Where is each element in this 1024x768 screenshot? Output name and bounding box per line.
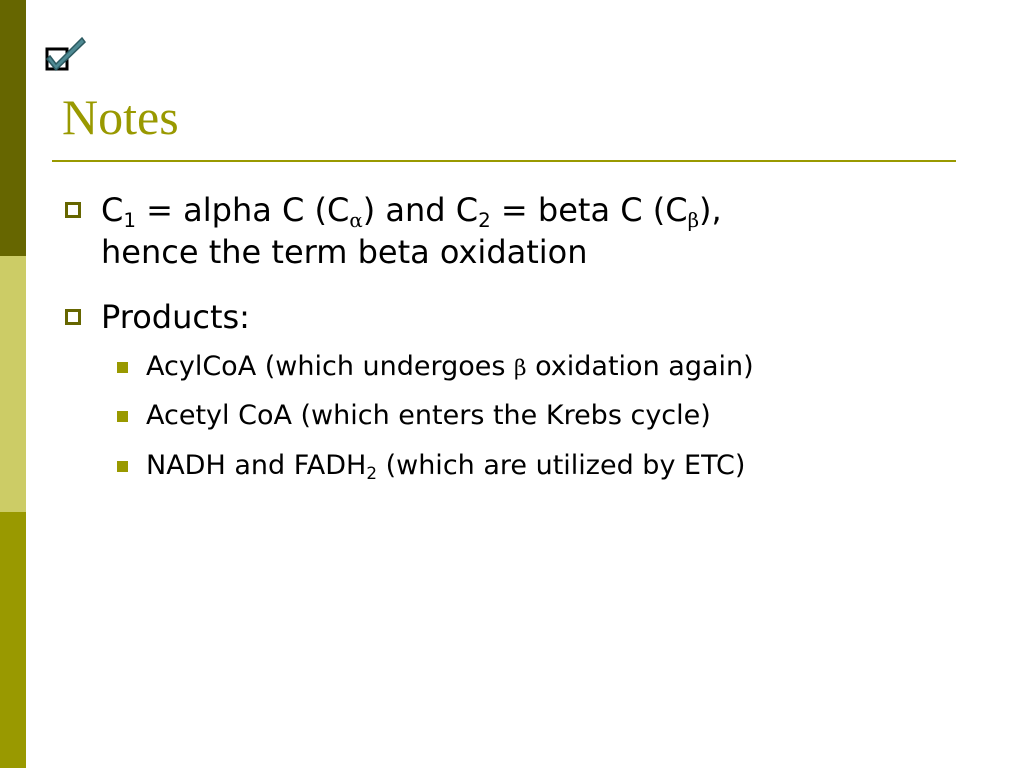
- sub-bullet-nadh-fadh2: [146, 449, 966, 483]
- filled-square-bullet-icon: [117, 411, 128, 422]
- title-divider: [52, 160, 956, 162]
- hollow-square-bullet-icon: [65, 202, 81, 218]
- bullet-text: Acetyl CoA (which enters the Krebs cycle): [146, 400, 711, 431]
- bullet-alpha-beta: [101, 189, 921, 273]
- bullet-text: AcylCoA (which undergoes β oxidation again): [146, 351, 754, 382]
- slide-title: Notes: [62, 89, 179, 145]
- bullet-text: $C_1$ = alpha C (Cα) and $C_2$ = beta C (Cβ), hence the term beta oxidation: [101, 191, 722, 271]
- left-stripe-dark: [0, 0, 26, 256]
- checkbox-check-icon: [44, 34, 86, 74]
- sub-bullet-acetyl-coa: [146, 399, 966, 433]
- bullet-text: NADH and $FADH_2$ (which are utilized by ETC): [146, 450, 746, 484]
- left-stripe-light: [0, 256, 26, 512]
- filled-square-bullet-icon: [117, 362, 128, 373]
- filled-square-bullet-icon: [117, 461, 128, 472]
- sub-bullet-acylcoa: [146, 350, 966, 386]
- bullet-products: [101, 296, 921, 338]
- hollow-square-bullet-icon: [65, 309, 81, 325]
- left-stripe-mid: [0, 512, 26, 768]
- bullet-text: Products:: [101, 298, 250, 336]
